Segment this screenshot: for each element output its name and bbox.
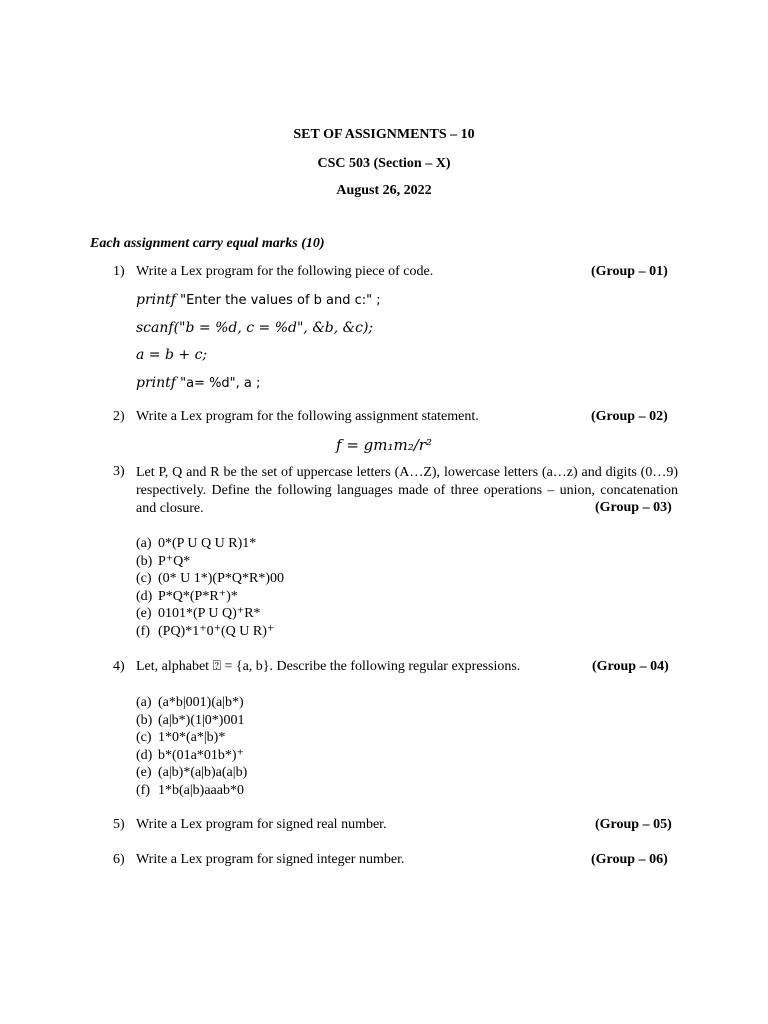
- question-6-text: Write a Lex program for signed integer number.: [136, 852, 405, 867]
- question-4-text: Let, alphabet ⍰ = {a, b}. Describe the following regular expressions.: [136, 659, 521, 674]
- question-1-group: (Group – 01): [591, 264, 668, 279]
- code-line-4-rest: "a= %d", a ;: [175, 376, 261, 391]
- question-4-number: 4): [113, 659, 125, 674]
- question-5-group: (Group – 05): [595, 817, 672, 832]
- list-item: (e) (a|b)*(a|b)a(a|b): [136, 765, 248, 780]
- question-2-group: (Group – 02): [591, 409, 668, 424]
- list-item: (c) (0* U 1*)(P*Q*R*)00: [136, 571, 284, 586]
- code-line-2: [136, 320, 373, 337]
- list-item: (a) (a*b|001)(a|b*): [136, 695, 244, 710]
- code-line-1: [136, 292, 381, 309]
- list-item: (f) (PQ)*1⁺0⁺(Q U R)⁺: [136, 623, 275, 639]
- list-item: (a) 0*(P U Q U R)1*: [136, 536, 257, 551]
- list-item: (d) P*Q*(P*R⁺)*: [136, 588, 238, 604]
- code-line-2-rest: ("b = %d, c = %d", &b, &c);: [173, 320, 374, 336]
- question-6-number: 6): [113, 852, 125, 867]
- question-3-text: Let P, Q and R be the set of uppercase letters (A…Z), lowercase letters (a…z) and digits (0…9) respectively. Define the following languages made of three operations – union, concatenation and closure.: [136, 465, 678, 516]
- question-3-number: 3): [113, 464, 125, 479]
- list-item: (b) P⁺Q*: [136, 553, 191, 569]
- code-line-1-rest: "Enter the values of b and c:" ;: [175, 293, 381, 308]
- code-line-4-fn: printf: [136, 375, 176, 391]
- question-2-text: Write a Lex program for the following assignment statement.: [136, 409, 479, 424]
- question-5-number: 5): [113, 817, 125, 832]
- document-title: SET OF ASSIGNMENTS – 10: [293, 127, 475, 142]
- course-code: CSC 503 (Section – X): [317, 156, 451, 171]
- question-3-group: (Group – 03): [595, 500, 672, 515]
- question-1-number: 1): [113, 264, 125, 279]
- code-line-2-fn: scanf: [136, 320, 174, 336]
- question-2-number: 2): [113, 409, 125, 424]
- question-5-text: Write a Lex program for signed real number.: [136, 817, 387, 832]
- question-4-group: (Group – 04): [592, 659, 669, 674]
- question-6-group: (Group – 06): [591, 852, 668, 867]
- question-3-expressions: [136, 535, 284, 640]
- list-item: (e) 0101*(P U Q)⁺R*: [136, 606, 261, 621]
- question-4-expressions: [136, 694, 247, 799]
- list-item: (d) b*(01a*01b*)⁺: [136, 747, 244, 763]
- code-line-4: [136, 375, 260, 392]
- list-item: (f) 1*b(a|b)aaab*0: [136, 782, 244, 798]
- question-1-text: Write a Lex program for the following piece of code.: [136, 264, 434, 279]
- gravity-formula: f = gm₁m₂/r²: [336, 436, 432, 454]
- list-item: (c) 1*0*(a*|b)*: [136, 730, 226, 745]
- code-line-3-rest: a = b + c;: [136, 347, 208, 363]
- document-date: August 26, 2022: [336, 183, 432, 198]
- list-item: (b) (a|b*)(1|0*)001: [136, 712, 245, 728]
- code-line-3: [136, 347, 207, 364]
- code-line-1-fn: printf: [136, 292, 176, 308]
- marks-note: Each assignment carry equal marks (10): [90, 236, 325, 251]
